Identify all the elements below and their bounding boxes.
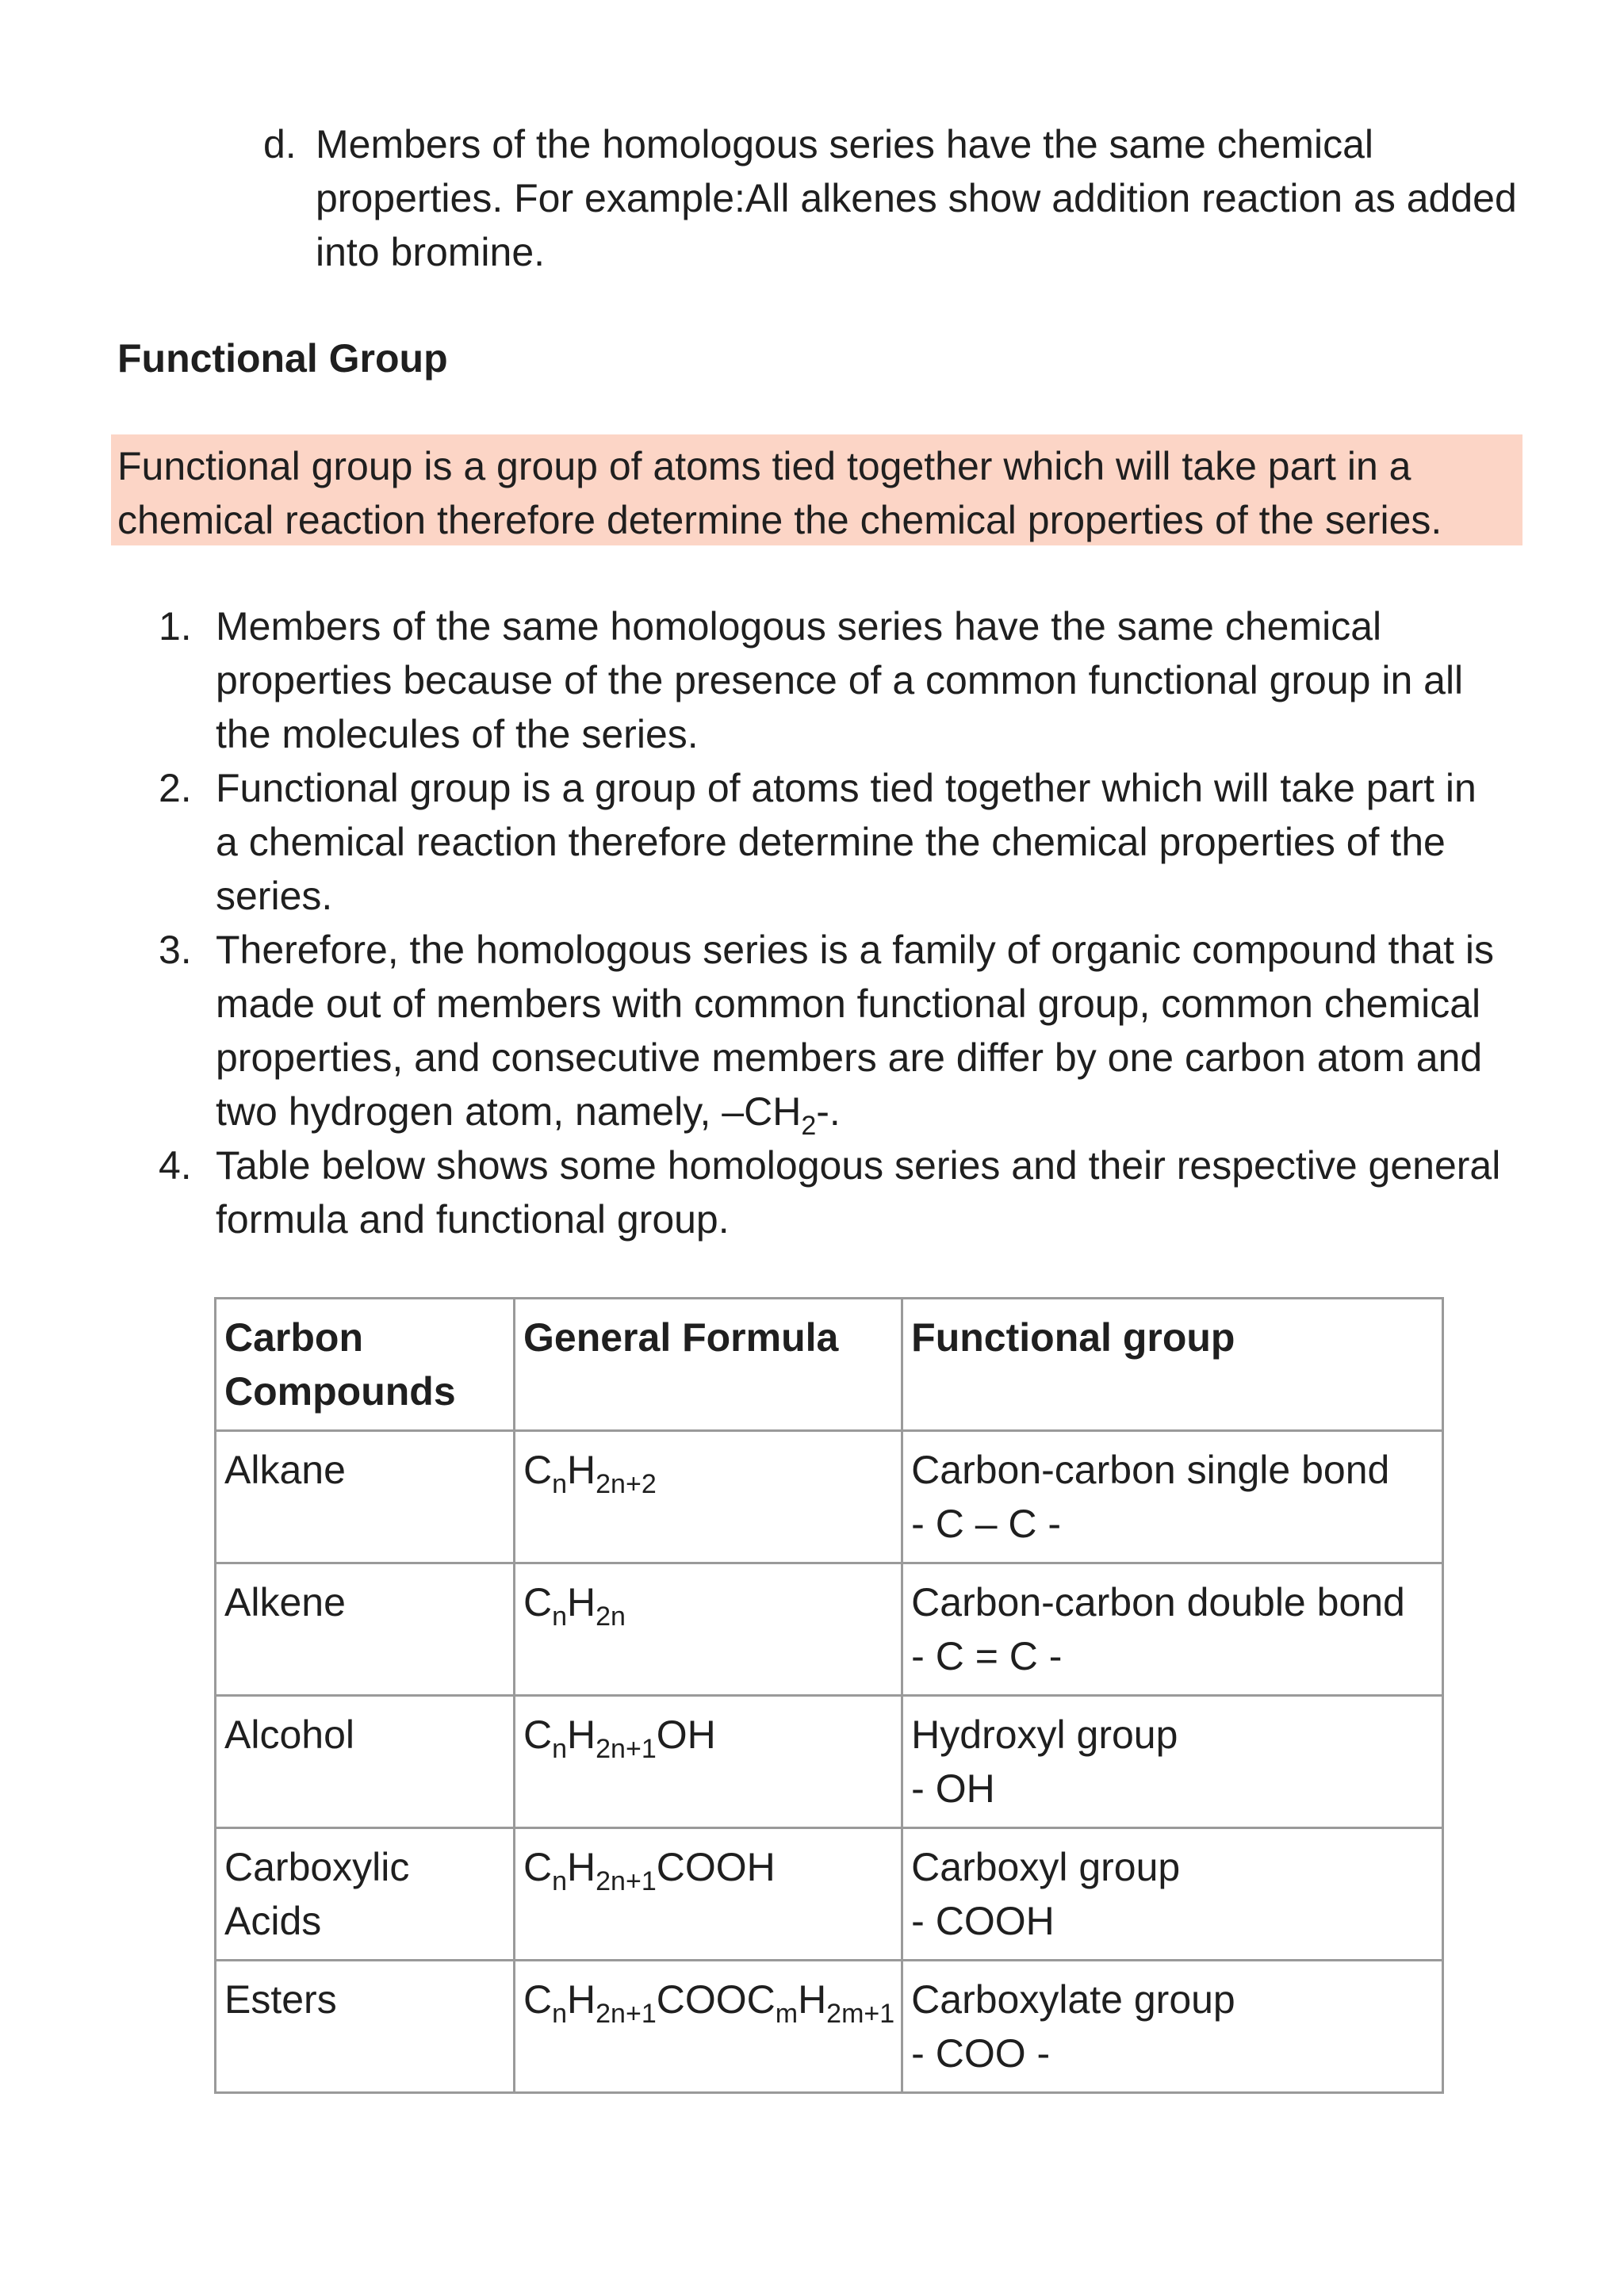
formula-text: COOH [656,1845,776,1889]
formula-cell [515,1563,902,1696]
list-item-d [263,117,1548,279]
functional-group-name: Carbon-carbon double bond [911,1580,1405,1624]
functional-group-name: Carboxyl group [911,1845,1181,1889]
formula-subscript: 2m+1 [826,1999,895,2029]
homologous-series-table-wrapper [214,1297,1444,2094]
formula-subscript: n [552,1601,568,1632]
formula-subscript: n [552,1734,568,1764]
column-header: General Formula [515,1299,902,1431]
list-number: 2. [159,766,192,810]
formula-text: H [567,1712,596,1757]
functional-group-cell [902,1961,1443,2093]
section-heading: Functional Group [117,336,448,381]
compound-cell: Carboxylic Acids [216,1828,515,1961]
subscript: 2 [801,1111,817,1141]
functional-group-formula: - C = C - [911,1634,1063,1678]
formula-subscript: 2n+1 [596,1999,657,2029]
list-item-text: Members of the same homologous series have the same chemical properties because of the presence of a common functional group in all the molecules of the series. [216,604,1464,756]
functional-group-cell [902,1563,1443,1696]
formula-subscript: n [552,1469,568,1499]
formula-subscript: n [552,1999,568,2029]
functional-group-cell [902,1828,1443,1961]
list-item [159,923,1507,1141]
list-number: 4. [159,1143,192,1188]
functional-group-name: Carbon-carbon single bond [911,1448,1390,1492]
list-number: 3. [159,928,192,972]
formula-cell [515,1431,902,1563]
list-item-text: Members of the homologous series have the same chemical properties. For example:All alkenes show addition reaction as added into bromine. [316,122,1517,274]
functional-group-cell [902,1696,1443,1828]
formula-subscript: m [775,1999,799,2029]
functional-group-formula: - OH [911,1766,995,1811]
list-marker: d. [263,122,297,166]
column-header: Functional group [902,1299,1443,1431]
table-header-row [216,1299,1443,1431]
formula-text: H [567,1580,596,1624]
list-item-text: Functional group is a group of atoms tied together which will take part in a chemical reaction therefore determine the chemical properties of the series. [216,766,1477,918]
formula-text: H [567,1845,596,1889]
formula-subscript: 2n+1 [596,1734,657,1764]
formula-text: C [523,1845,553,1889]
functional-group-formula: - C – C - [911,1502,1062,1546]
list-item [159,761,1507,923]
formula-subscript: 2n [596,1601,626,1632]
column-header: Carbon Compounds [216,1299,515,1431]
formula-subscript: n [552,1866,568,1896]
formula-cell [515,1828,902,1961]
formula-cell [515,1961,902,2093]
table-row [216,1563,1443,1696]
list-item-tail: -. [816,1089,841,1134]
compound-cell: Alcohol [216,1696,515,1828]
table-row [216,1696,1443,1828]
functional-group-name: Hydroxyl group [911,1712,1178,1757]
compound-cell: Alkene [216,1563,515,1696]
formula-text: C [523,1580,553,1624]
list-item-text: Table below shows some homologous series and their respective general formula and functional group. [216,1143,1501,1242]
numbered-list [159,599,1507,1246]
functional-group-cell [902,1431,1443,1563]
table-row [216,1431,1443,1563]
formula-subscript: 2n+2 [596,1469,657,1499]
highlighted-definition: Functional group is a group of atoms tied together which will take part in a chemical reaction therefore determine the chemical properties of the series. [111,434,1522,545]
formula-text: H [567,1448,596,1492]
functional-group-name: Carboxylate group [911,1977,1235,2022]
compound-cell: Alkane [216,1431,515,1563]
functional-group-formula: - COO - [911,2031,1051,2076]
formula-text: C [523,1712,553,1757]
formula-subscript: 2n+1 [596,1866,657,1896]
formula-text: H [567,1977,596,2022]
table-row [216,1828,1443,1961]
functional-group-formula: - COOH [911,1899,1055,1943]
table-row [216,1961,1443,2093]
list-item [159,599,1507,761]
formula-text: C [523,1977,553,2022]
formula-text: H [798,1977,827,2022]
compound-cell: Esters [216,1961,515,2093]
list-number: 1. [159,604,192,649]
formula-text: COOC [656,1977,776,2022]
formula-cell [515,1696,902,1828]
list-item-text: Therefore, the homologous series is a family of organic compound that is made out of members with common functional group, common chemical properties, and consecutive members are differ by one carbon atom and two hydrogen atom, namely, –CH [216,928,1494,1134]
formula-text: C [523,1448,553,1492]
homologous-series-table [214,1297,1444,2094]
list-item [159,1138,1507,1246]
formula-text: OH [656,1712,716,1757]
